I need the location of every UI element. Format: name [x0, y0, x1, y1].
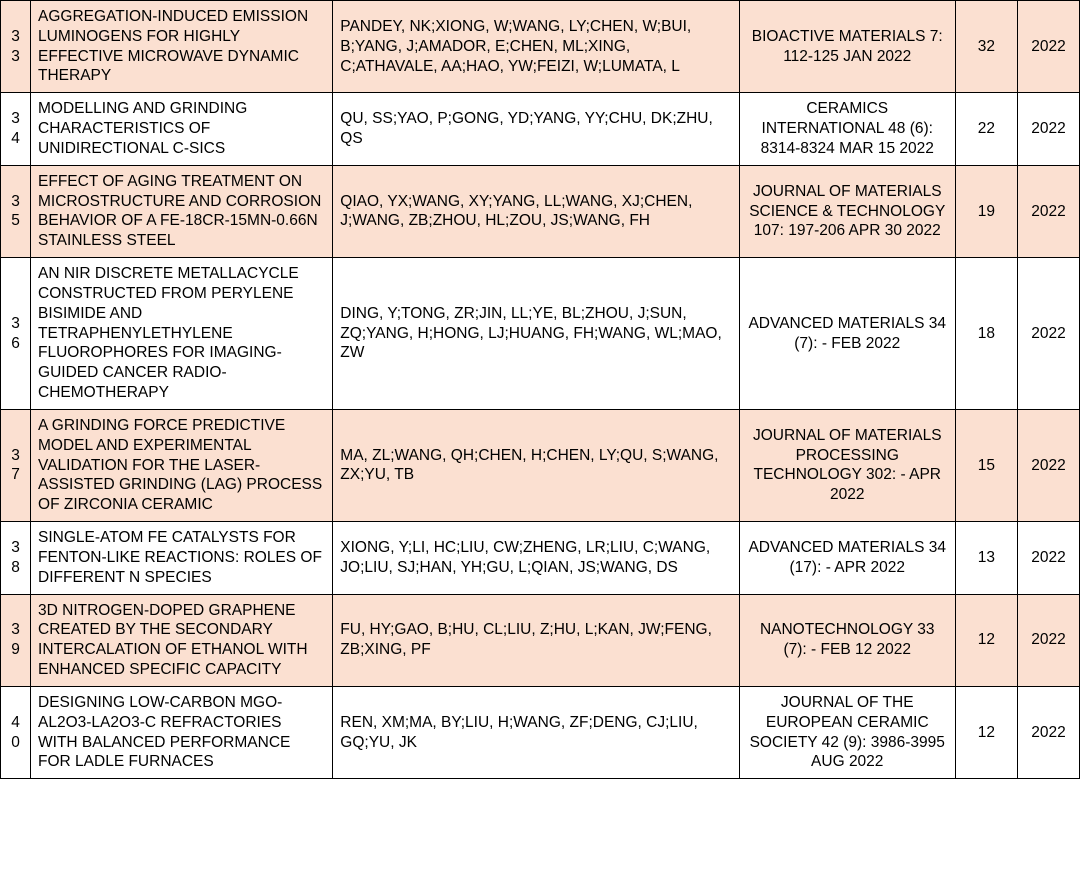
cell-citations: 22: [955, 93, 1017, 165]
cell-citations: 15: [955, 409, 1017, 521]
cell-rank: 36: [1, 258, 31, 410]
cell-citations: 32: [955, 1, 1017, 93]
cell-rank: 34: [1, 93, 31, 165]
cell-authors: PANDEY, NK;XIONG, W;WANG, LY;CHEN, W;BUI, B;YANG, J;AMADOR, E;CHEN, ML;XING, C;ATHAVALE, AA;HAO, YW;FEIZI, W;LUMATA, L: [333, 1, 739, 93]
cell-title: 3D NITROGEN-DOPED GRAPHENE CREATED BY THE SECONDARY INTERCALATION OF ETHANOL WITH ENHANCED SPECIFIC CAPACITY: [31, 594, 333, 686]
cell-authors: QIAO, YX;WANG, XY;YANG, LL;WANG, XJ;CHEN, J;WANG, ZB;ZHOU, HL;ZOU, JS;WANG, FH: [333, 165, 739, 257]
cell-source: CERAMICS INTERNATIONAL 48 (6): 8314-8324 MAR 15 2022: [739, 93, 955, 165]
cell-title: SINGLE-ATOM FE CATALYSTS FOR FENTON-LIKE REACTIONS: ROLES OF DIFFERENT N SPECIES: [31, 522, 333, 594]
cell-citations: 18: [955, 258, 1017, 410]
table-row: [1, 258, 1080, 410]
table-body: [1, 1, 1080, 779]
table-row: [1, 522, 1080, 594]
cell-rank: 38: [1, 522, 31, 594]
cell-title: AN NIR DISCRETE METALLACYCLE CONSTRUCTED FROM PERYLENE BISIMIDE AND TETRAPHENYLETHYLENE FLUOROPHORES FOR IMAGING-GUIDED CANCER RADIO-CHEMOTHERAPY: [31, 258, 333, 410]
cell-year: 2022: [1017, 522, 1079, 594]
cell-rank: 37: [1, 409, 31, 521]
cell-rank: 40: [1, 686, 31, 778]
cell-source: JOURNAL OF THE EUROPEAN CERAMIC SOCIETY 42 (9): 3986-3995 AUG 2022: [739, 686, 955, 778]
cell-source: BIOACTIVE MATERIALS 7: 112-125 JAN 2022: [739, 1, 955, 93]
cell-authors: QU, SS;YAO, P;GONG, YD;YANG, YY;CHU, DK;ZHU, QS: [333, 93, 739, 165]
cell-source: JOURNAL OF MATERIALS SCIENCE & TECHNOLOGY 107: 197-206 APR 30 2022: [739, 165, 955, 257]
cell-authors: MA, ZL;WANG, QH;CHEN, H;CHEN, LY;QU, S;WANG, ZX;YU, TB: [333, 409, 739, 521]
cell-year: 2022: [1017, 258, 1079, 410]
table-row: [1, 165, 1080, 257]
cell-source: NANOTECHNOLOGY 33 (7): - FEB 12 2022: [739, 594, 955, 686]
cell-citations: 19: [955, 165, 1017, 257]
table-row: [1, 594, 1080, 686]
table-row: [1, 409, 1080, 521]
cell-year: 2022: [1017, 1, 1079, 93]
cell-source: ADVANCED MATERIALS 34 (7): - FEB 2022: [739, 258, 955, 410]
cell-authors: DING, Y;TONG, ZR;JIN, LL;YE, BL;ZHOU, J;SUN, ZQ;YANG, H;HONG, LJ;HUANG, FH;WANG, WL;MAO, ZW: [333, 258, 739, 410]
cell-title: AGGREGATION-INDUCED EMISSION LUMINOGENS FOR HIGHLY EFFECTIVE MICROWAVE DYNAMIC THERAPY: [31, 1, 333, 93]
cell-title: A GRINDING FORCE PREDICTIVE MODEL AND EXPERIMENTAL VALIDATION FOR THE LASER-ASSISTED GRINDING (LAG) PROCESS OF ZIRCONIA CERAMIC: [31, 409, 333, 521]
cell-citations: 13: [955, 522, 1017, 594]
table-row: [1, 93, 1080, 165]
cell-year: 2022: [1017, 686, 1079, 778]
cell-authors: XIONG, Y;LI, HC;LIU, CW;ZHENG, LR;LIU, C;WANG, JO;LIU, SJ;HAN, YH;GU, L;QIAN, JS;WANG, DS: [333, 522, 739, 594]
table-row: [1, 1, 1080, 93]
cell-authors: REN, XM;MA, BY;LIU, H;WANG, ZF;DENG, CJ;LIU, GQ;YU, JK: [333, 686, 739, 778]
cell-citations: 12: [955, 594, 1017, 686]
cell-year: 2022: [1017, 594, 1079, 686]
cell-source: JOURNAL OF MATERIALS PROCESSING TECHNOLOGY 302: - APR 2022: [739, 409, 955, 521]
cell-rank: 39: [1, 594, 31, 686]
cell-title: MODELLING AND GRINDING CHARACTERISTICS OF UNIDIRECTIONAL C-SICS: [31, 93, 333, 165]
cell-authors: FU, HY;GAO, B;HU, CL;LIU, Z;HU, L;KAN, JW;FENG, ZB;XING, PF: [333, 594, 739, 686]
cell-citations: 12: [955, 686, 1017, 778]
cell-title: EFFECT OF AGING TREATMENT ON MICROSTRUCTURE AND CORROSION BEHAVIOR OF A FE-18CR-15MN-0.66N STAINLESS STEEL: [31, 165, 333, 257]
cell-year: 2022: [1017, 165, 1079, 257]
cell-year: 2022: [1017, 93, 1079, 165]
cell-source: ADVANCED MATERIALS 34 (17): - APR 2022: [739, 522, 955, 594]
cell-rank: 33: [1, 1, 31, 93]
cell-rank: 35: [1, 165, 31, 257]
cell-title: DESIGNING LOW-CARBON MGO-AL2O3-LA2O3-C REFRACTORIES WITH BALANCED PERFORMANCE FOR LADLE FURNACES: [31, 686, 333, 778]
table-row: [1, 686, 1080, 778]
cell-year: 2022: [1017, 409, 1079, 521]
